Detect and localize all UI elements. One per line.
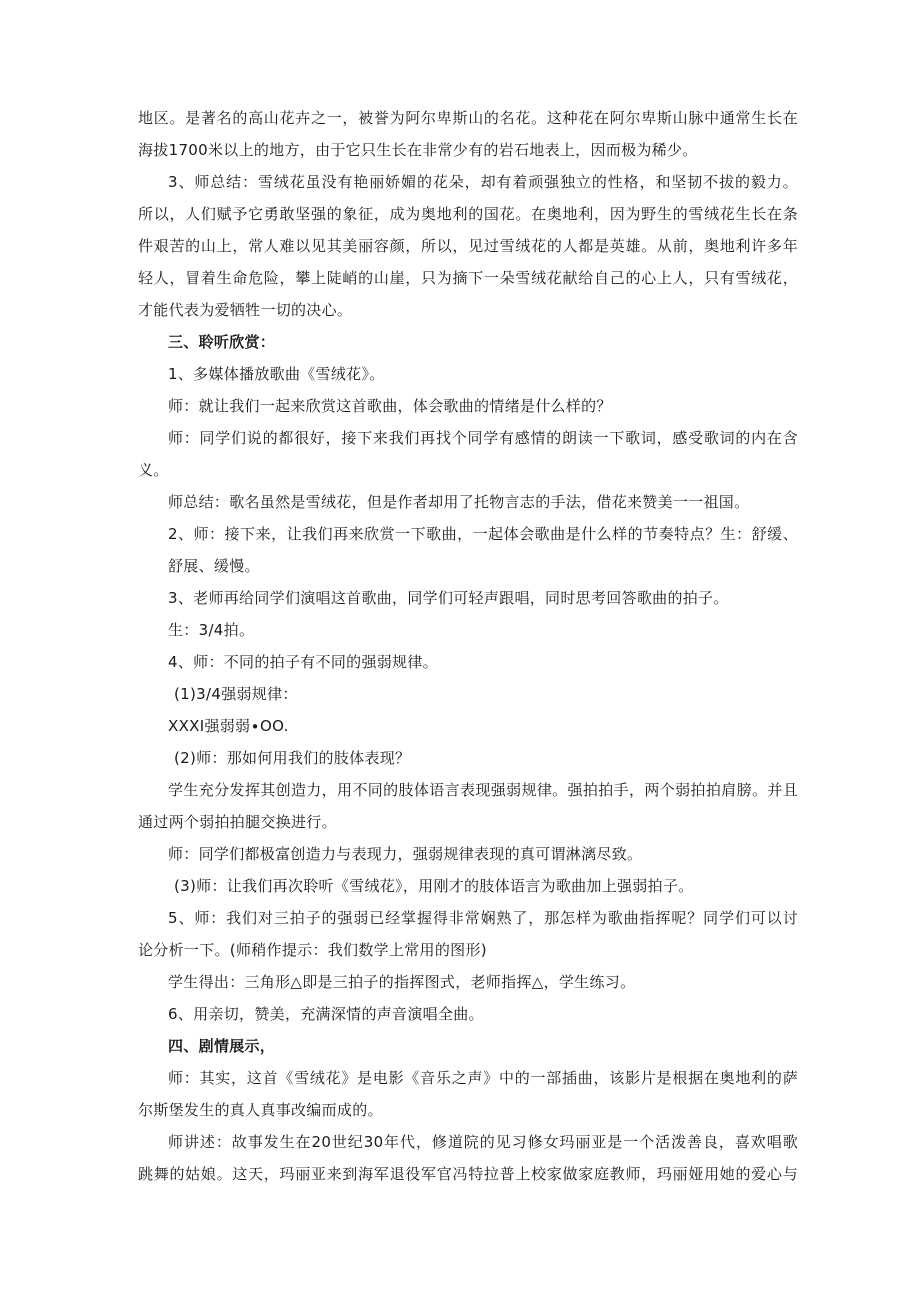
text-line: (3)师：让我们再次聆听《雪绒花》，用刚才的肢体语言为歌曲加上强弱拍子。 — [174, 877, 694, 895]
text-line: (1)3/4强弱规律： — [174, 685, 298, 703]
text-line: 学生充分发挥其创造力，用不同的肢体语言表现强弱规律。强拍拍手，两个弱拍拍肩膀。并且 — [168, 781, 798, 799]
text-line: (2)师：那如何用我们的肢体表现？ — [174, 749, 411, 767]
text-line: 地区。是著名的高山花卉之一，被誉为阿尔卑斯山的名花。这种花在阿尔卑斯山脉中通常生长在 — [138, 109, 798, 127]
text-line: 6、用亲切，赞美，充满深情的声音演唱全曲。 — [168, 1005, 484, 1023]
text-line: 才能代表为爱牺牲一切的决心。 — [138, 301, 353, 319]
section-heading: 三、聆听欣赏： — [168, 333, 276, 351]
text-line: 师讲述：故事发生在20世纪30年代，修道院的见习修女玛丽亚是一个活泼善良，喜欢唱歌 — [168, 1133, 798, 1151]
text-line: 师总结：歌名虽然是雪绒花，但是作者却用了托物言志的手法，借花来赞美一一祖国。 — [168, 493, 750, 511]
text-line: 学生得出：三角形△即是三拍子的指挥图式，老师指挥△，学生练习。 — [168, 973, 636, 991]
text-line: 舒展、缓慢。 — [168, 557, 260, 575]
rhythm-notation: XXXI强弱弱∙OO. — [168, 717, 289, 735]
text-line: 跳舞的姑娘。这天，玛丽亚来到海军退役军官冯特拉普上校家做家庭教师，玛丽娅用她的爱心与 — [138, 1165, 798, 1183]
text-line: 5、师：我们对三拍子的强弱已经掌握得非常娴熟了，那怎样为歌曲指挥呢？同学们可以讨 — [168, 909, 798, 927]
text-line: 通过两个弱拍拍腿交换进行。 — [138, 813, 337, 831]
text-line: 生：3/4拍。 — [168, 621, 255, 639]
text-line: 1、多媒体播放歌曲《雪绒花》。 — [168, 365, 385, 383]
text-line: 海拔1700米以上的地方，由于它只生长在非常少有的岩石地表上，因而极为稀少。 — [138, 141, 698, 159]
text-line: 所以，人们赋予它勇敢坚强的象征，成为奥地利的国花。在奥地利，因为野生的雪绒花生长在条 — [138, 205, 798, 223]
text-line: 轻人，冒着生命危险，攀上陡峭的山崖，只为摘下一朵雪绒花献给自己的心上人，只有雪绒花， — [138, 269, 798, 287]
text-line: 论分析一下。(师稍作提示：我们数学上常用的图形) — [138, 941, 487, 959]
section-heading: 四、剧情展示， — [168, 1037, 276, 1055]
text-line: 尔斯堡发生的真人真事改编而成的。 — [138, 1101, 383, 1119]
text-line: 师：同学们都极富创造力与表现力，强弱规律表现的真可谓淋漓尽致。 — [168, 845, 643, 863]
text-line: 4、师：不同的拍子有不同的强弱规律。 — [168, 653, 438, 671]
text-line: 师：同学们说的都很好，接下来我们再找个同学有感情的朗读一下歌词，感受歌词的内在含 — [168, 429, 798, 447]
text-line: 3、老师再给同学们演唱这首歌曲，同学们可轻声跟唱，同时思考回答歌曲的拍子。 — [168, 589, 729, 607]
text-line: 师：就让我们一起来欣赏这首歌曲，体会歌曲的情绪是什么样的？ — [168, 397, 612, 415]
text-line: 件艰苦的山上，常人难以见其美丽容颜，所以，见过雪绒花的人都是英雄。从前，奥地利许多年 — [138, 237, 798, 255]
text-line: 义。 — [138, 461, 169, 479]
text-line: 2、师：接下来，让我们再来欣赏一下歌曲，一起体会歌曲是什么样的节奏特点？生：舒缓、 — [168, 525, 798, 543]
text-line: 师：其实，这首《雪绒花》是电影《音乐之声》中的一部插曲，该影片是根据在奥地利的萨 — [168, 1069, 798, 1087]
text-line: 3、师总结：雪绒花虽没有艳丽娇媚的花朵，却有着顽强独立的性格，和坚韧不拔的毅力。 — [168, 173, 798, 191]
